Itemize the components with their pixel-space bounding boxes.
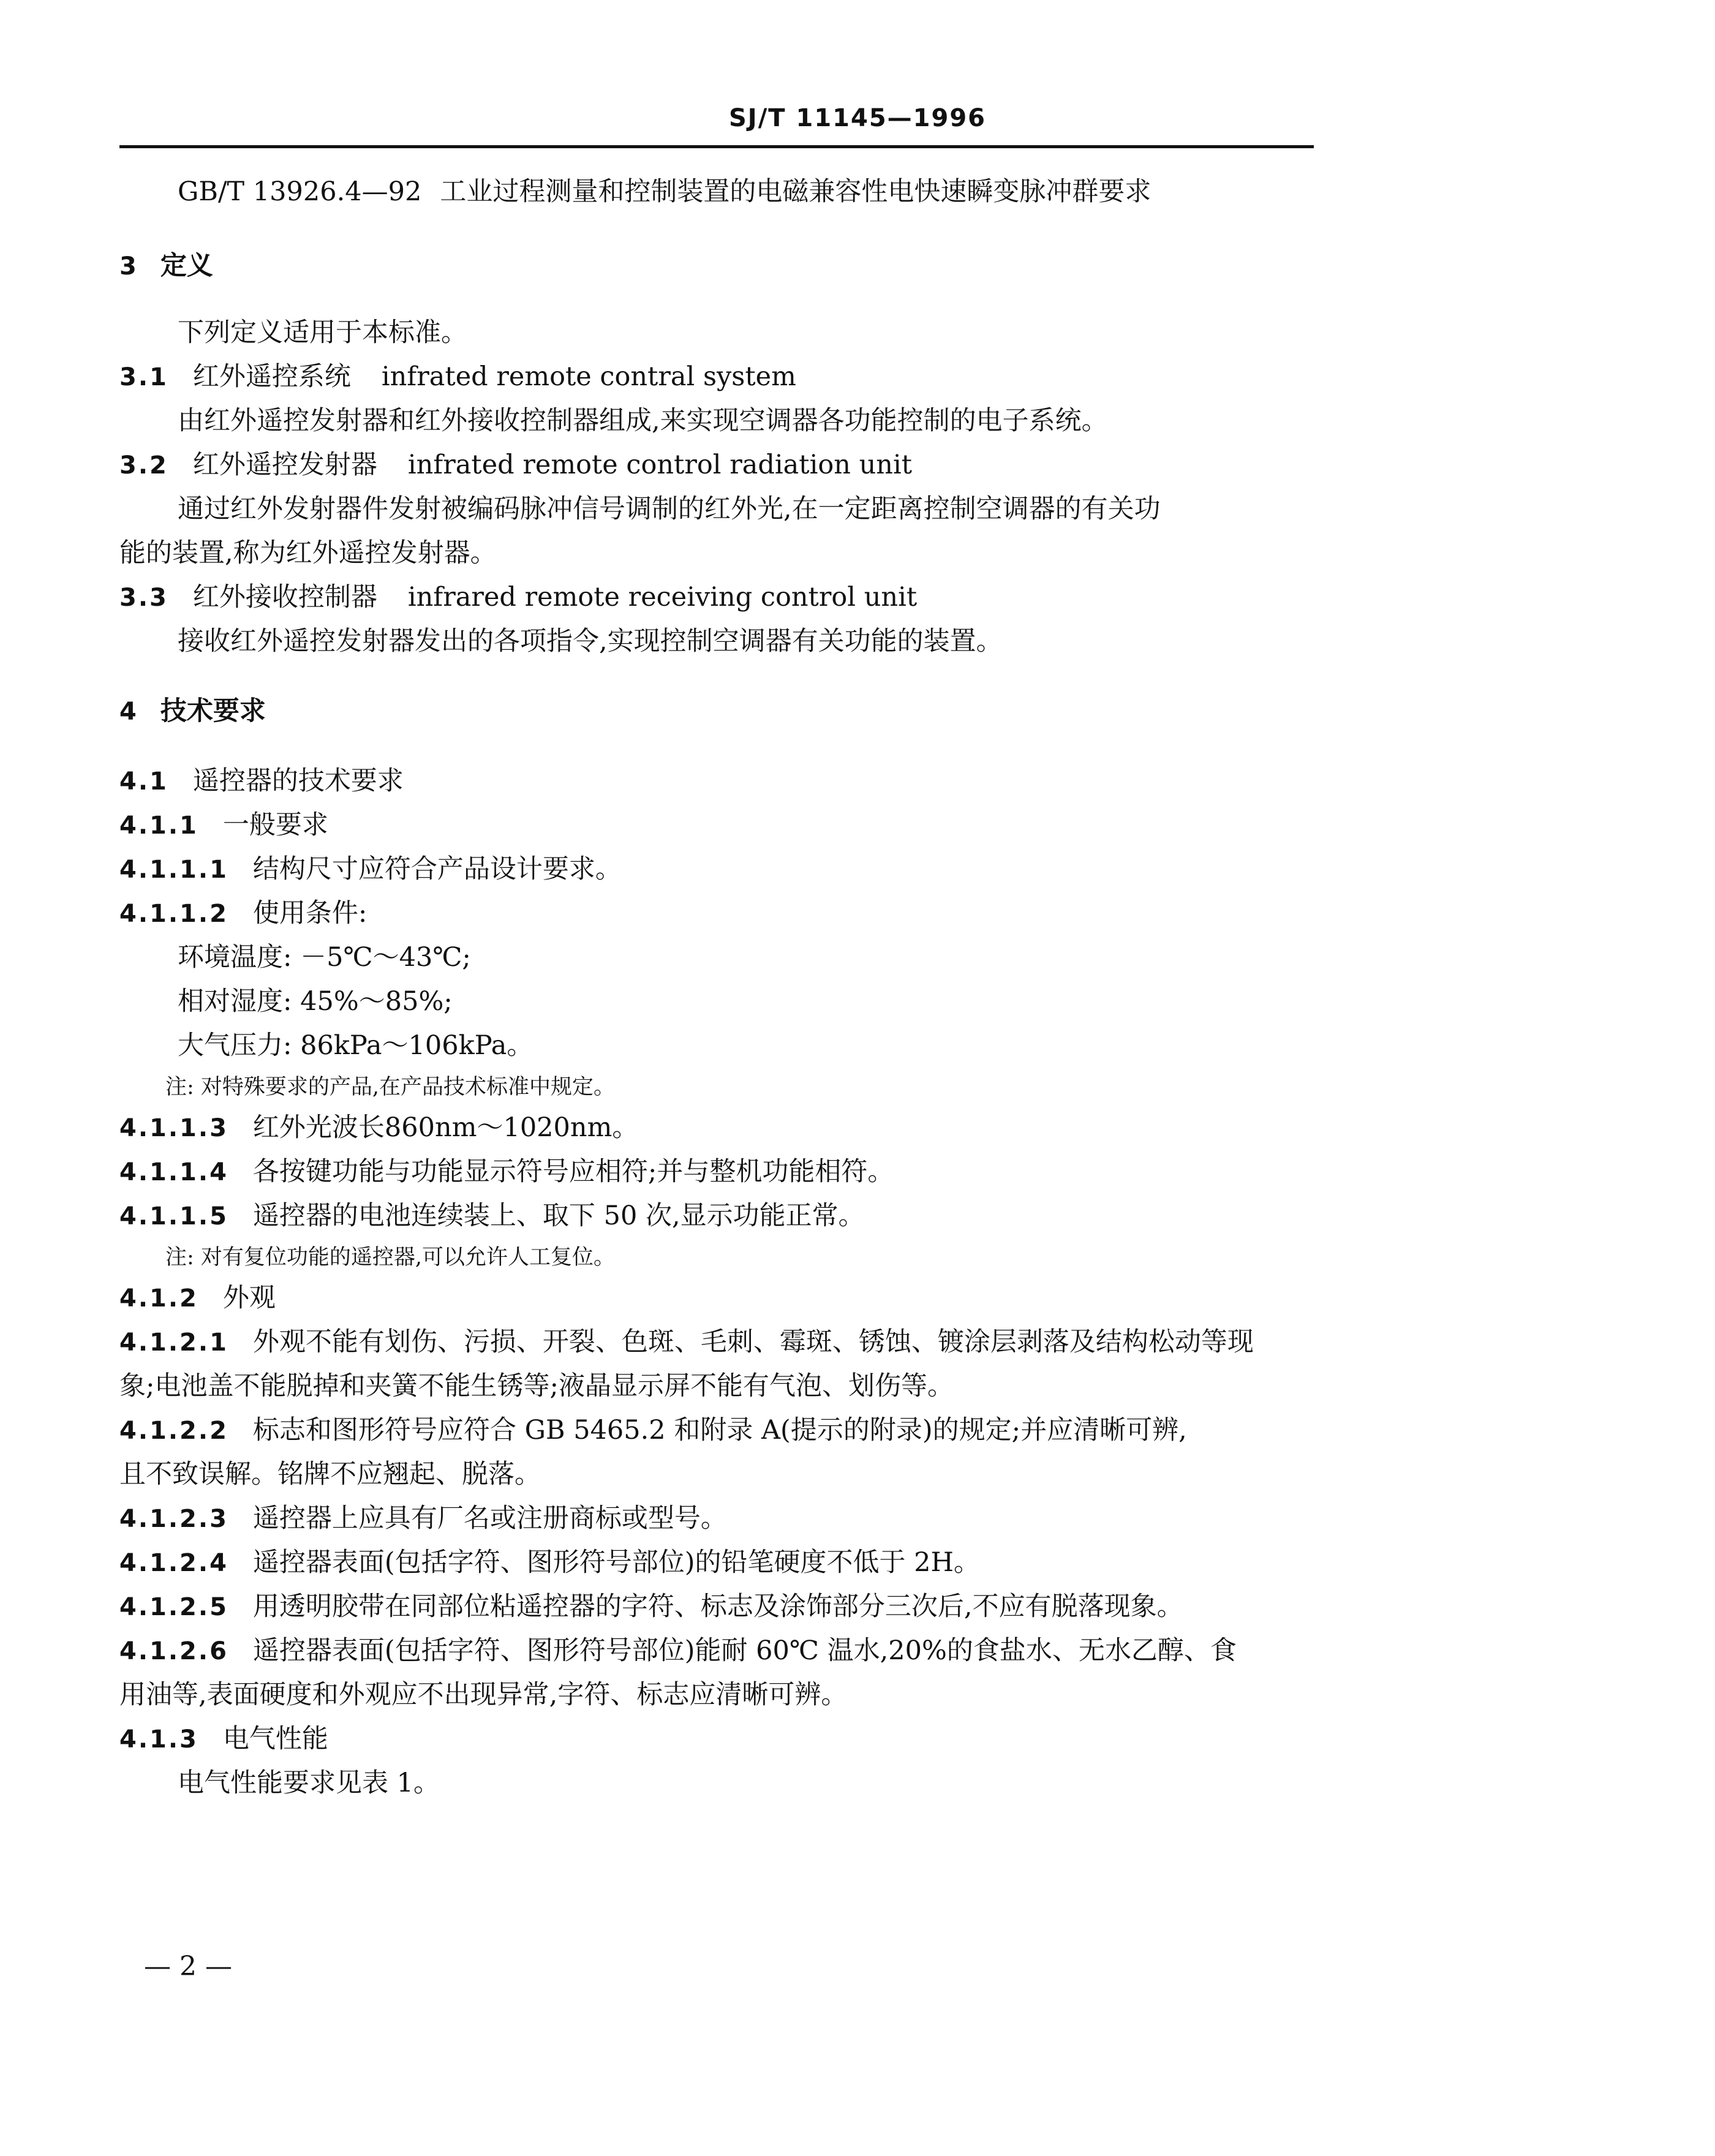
reference-line (178, 176, 1152, 207)
term-zh: 红外遥控发射器 (192, 450, 377, 480)
clause-text: 电气性能 (222, 1724, 328, 1754)
section-title: 技术要求 (160, 696, 266, 726)
clause-number: 4.1.2.4 (119, 1549, 228, 1577)
section-number: 4 (119, 698, 138, 726)
condition-pressure: 大气压力: 86kPa～106kPa。 (178, 1030, 533, 1061)
clause-4-1-2-1-line-1 (119, 1329, 1254, 1355)
term-en: infrared remote receiving control unit (407, 582, 918, 612)
clause-number: 4.1.3 (119, 1725, 198, 1754)
clause-text: 遥控器的电池连续装上、取下 50 次,显示功能正常。 (252, 1200, 865, 1231)
clause-number: 4.1.2.6 (119, 1637, 228, 1665)
clause-text: 外观不能有划伤、污损、开裂、色斑、毛刺、霉斑、锈蚀、镀涂层剥落及结构松动等现 (252, 1327, 1254, 1357)
clause-text: 各按键功能与功能显示符号应相符;并与整机功能相符。 (252, 1156, 894, 1187)
clause-number: 4.1.2.5 (119, 1593, 228, 1621)
definition-3-3-heading (119, 584, 917, 611)
definition-3-2-body-line-1: 通过红外发射器件发射被编码脉冲信号调制的红外光,在一定距离控制空调器的有关功 (178, 494, 1161, 524)
clause-4-1-3 (119, 1726, 328, 1752)
standard-header: SJ/T 11145—1996 (729, 104, 986, 132)
section-4-heading (119, 698, 266, 725)
clause-text: 用透明胶带在同部位粘遥控器的字符、标志及涂饰部分三次后,不应有脱落现象。 (252, 1591, 1183, 1622)
clause-number: 4.1.1.5 (119, 1202, 228, 1231)
page-number: — 2 — (144, 1951, 232, 1982)
definitions-intro: 下列定义适用于本标准。 (178, 317, 467, 348)
term-en: infrated remote control radiation unit (407, 450, 913, 480)
definition-3-2-body-line-2: 能的装置,称为红外遥控发射器。 (119, 538, 497, 568)
clause-4-1-2-5 (119, 1591, 1183, 1622)
reference-title: 工业过程测量和控制装置的电磁兼容性电快速瞬变脉冲群要求 (440, 176, 1152, 207)
clause-text: 使用条件: (252, 898, 368, 929)
clause-4-1-2-6-line-2: 用油等,表面硬度和外观应不出现异常,字符、标志应清晰可辨。 (119, 1679, 848, 1710)
clause-4-1-2 (119, 1285, 276, 1311)
clause-4-1-1-3 (119, 1112, 639, 1143)
electrical-performance-reference: 电气性能要求见表 1。 (178, 1768, 440, 1798)
clause-number: 4.1.2.2 (119, 1417, 228, 1445)
note-reset: 注: 对有复位功能的遥控器,可以允许人工复位。 (165, 1245, 616, 1270)
clause-text: 遥控器的技术要求 (192, 766, 404, 796)
definition-3-1-heading (119, 361, 796, 392)
clause-number: 4.1.2.1 (119, 1329, 228, 1357)
clause-text: 遥控器表面(包括字符、图形符号部位)能耐 60℃ 温水,20%的食盐水、无水乙醇、食 (252, 1635, 1237, 1666)
section-3-heading (119, 253, 213, 279)
clause-4-1-2-2-line-1 (119, 1417, 1187, 1444)
clause-number: 4.1.2.3 (119, 1505, 228, 1533)
clause-number: 4.1.1.1 (119, 856, 228, 884)
clause-4-1-2-3 (119, 1503, 727, 1534)
definition-3-1-body: 由红外遥控发射器和红外接收控制器组成,来实现空调器各功能控制的电子系统。 (178, 405, 1108, 436)
clause-number: 4.1 (119, 767, 168, 796)
section-title: 定义 (160, 251, 213, 281)
clause-4-1 (119, 768, 404, 794)
clause-4-1-1-5 (119, 1200, 865, 1231)
clause-text: 外观 (222, 1283, 276, 1313)
condition-temperature: 环境温度: －5℃～43℃; (178, 942, 471, 973)
clause-number: 4.1.1.4 (119, 1158, 228, 1186)
section-number: 3 (119, 252, 138, 281)
clause-number: 4.1.1.3 (119, 1114, 228, 1142)
clause-text: 遥控器表面(包括字符、图形符号部位)的铅笔硬度不低于 2H。 (252, 1547, 980, 1578)
clause-text: 标志和图形符号应符合 GB 5465.2 和附录 A(提示的附录)的规定;并应清晰可辨, (252, 1415, 1187, 1446)
header-rule (119, 145, 1314, 148)
clause-4-1-2-2-line-2: 且不致误解。铭牌不应翘起、脱落。 (119, 1459, 541, 1490)
clause-text: 一般要求 (222, 810, 328, 840)
clause-number: 4.1.2 (119, 1284, 198, 1313)
term-en: infrated remote contral system (381, 361, 796, 392)
clause-4-1-1 (119, 812, 328, 839)
definition-3-3-body: 接收红外遥控发射器发出的各项指令,实现控制空调器有关功能的装置。 (178, 626, 1003, 657)
clause-text: 结构尺寸应符合产品设计要求。 (252, 854, 622, 884)
term-zh: 红外遥控系统 (192, 361, 351, 392)
clause-text: 红外光波长860nm～1020nm。 (252, 1112, 639, 1143)
condition-humidity: 相对湿度: 45%～85%; (178, 986, 453, 1017)
clause-4-1-2-4 (119, 1547, 980, 1578)
clause-number: 3.3 (119, 584, 168, 612)
clause-4-1-1-1 (119, 856, 622, 883)
clause-text: 遥控器上应具有厂名或注册商标或型号。 (252, 1503, 727, 1534)
clause-4-1-1-4 (119, 1156, 894, 1187)
note-special-requirements: 注: 对特殊要求的产品,在产品技术标准中规定。 (165, 1075, 616, 1099)
reference-code: GB/T 13926.4—92 (178, 176, 422, 207)
clause-number: 4.1.1 (119, 812, 198, 840)
clause-4-1-2-6-line-1 (119, 1635, 1237, 1666)
definition-3-2-heading (119, 452, 912, 478)
clause-number: 3.1 (119, 363, 168, 391)
clause-number: 3.2 (119, 451, 168, 480)
clause-4-1-2-1-line-2: 象;电池盖不能脱掉和夹簧不能生锈等;液晶显示屏不能有气泡、划伤等。 (119, 1371, 954, 1401)
clause-number: 4.1.1.2 (119, 900, 228, 928)
clause-4-1-1-2 (119, 900, 367, 927)
term-zh: 红外接收控制器 (192, 582, 377, 612)
